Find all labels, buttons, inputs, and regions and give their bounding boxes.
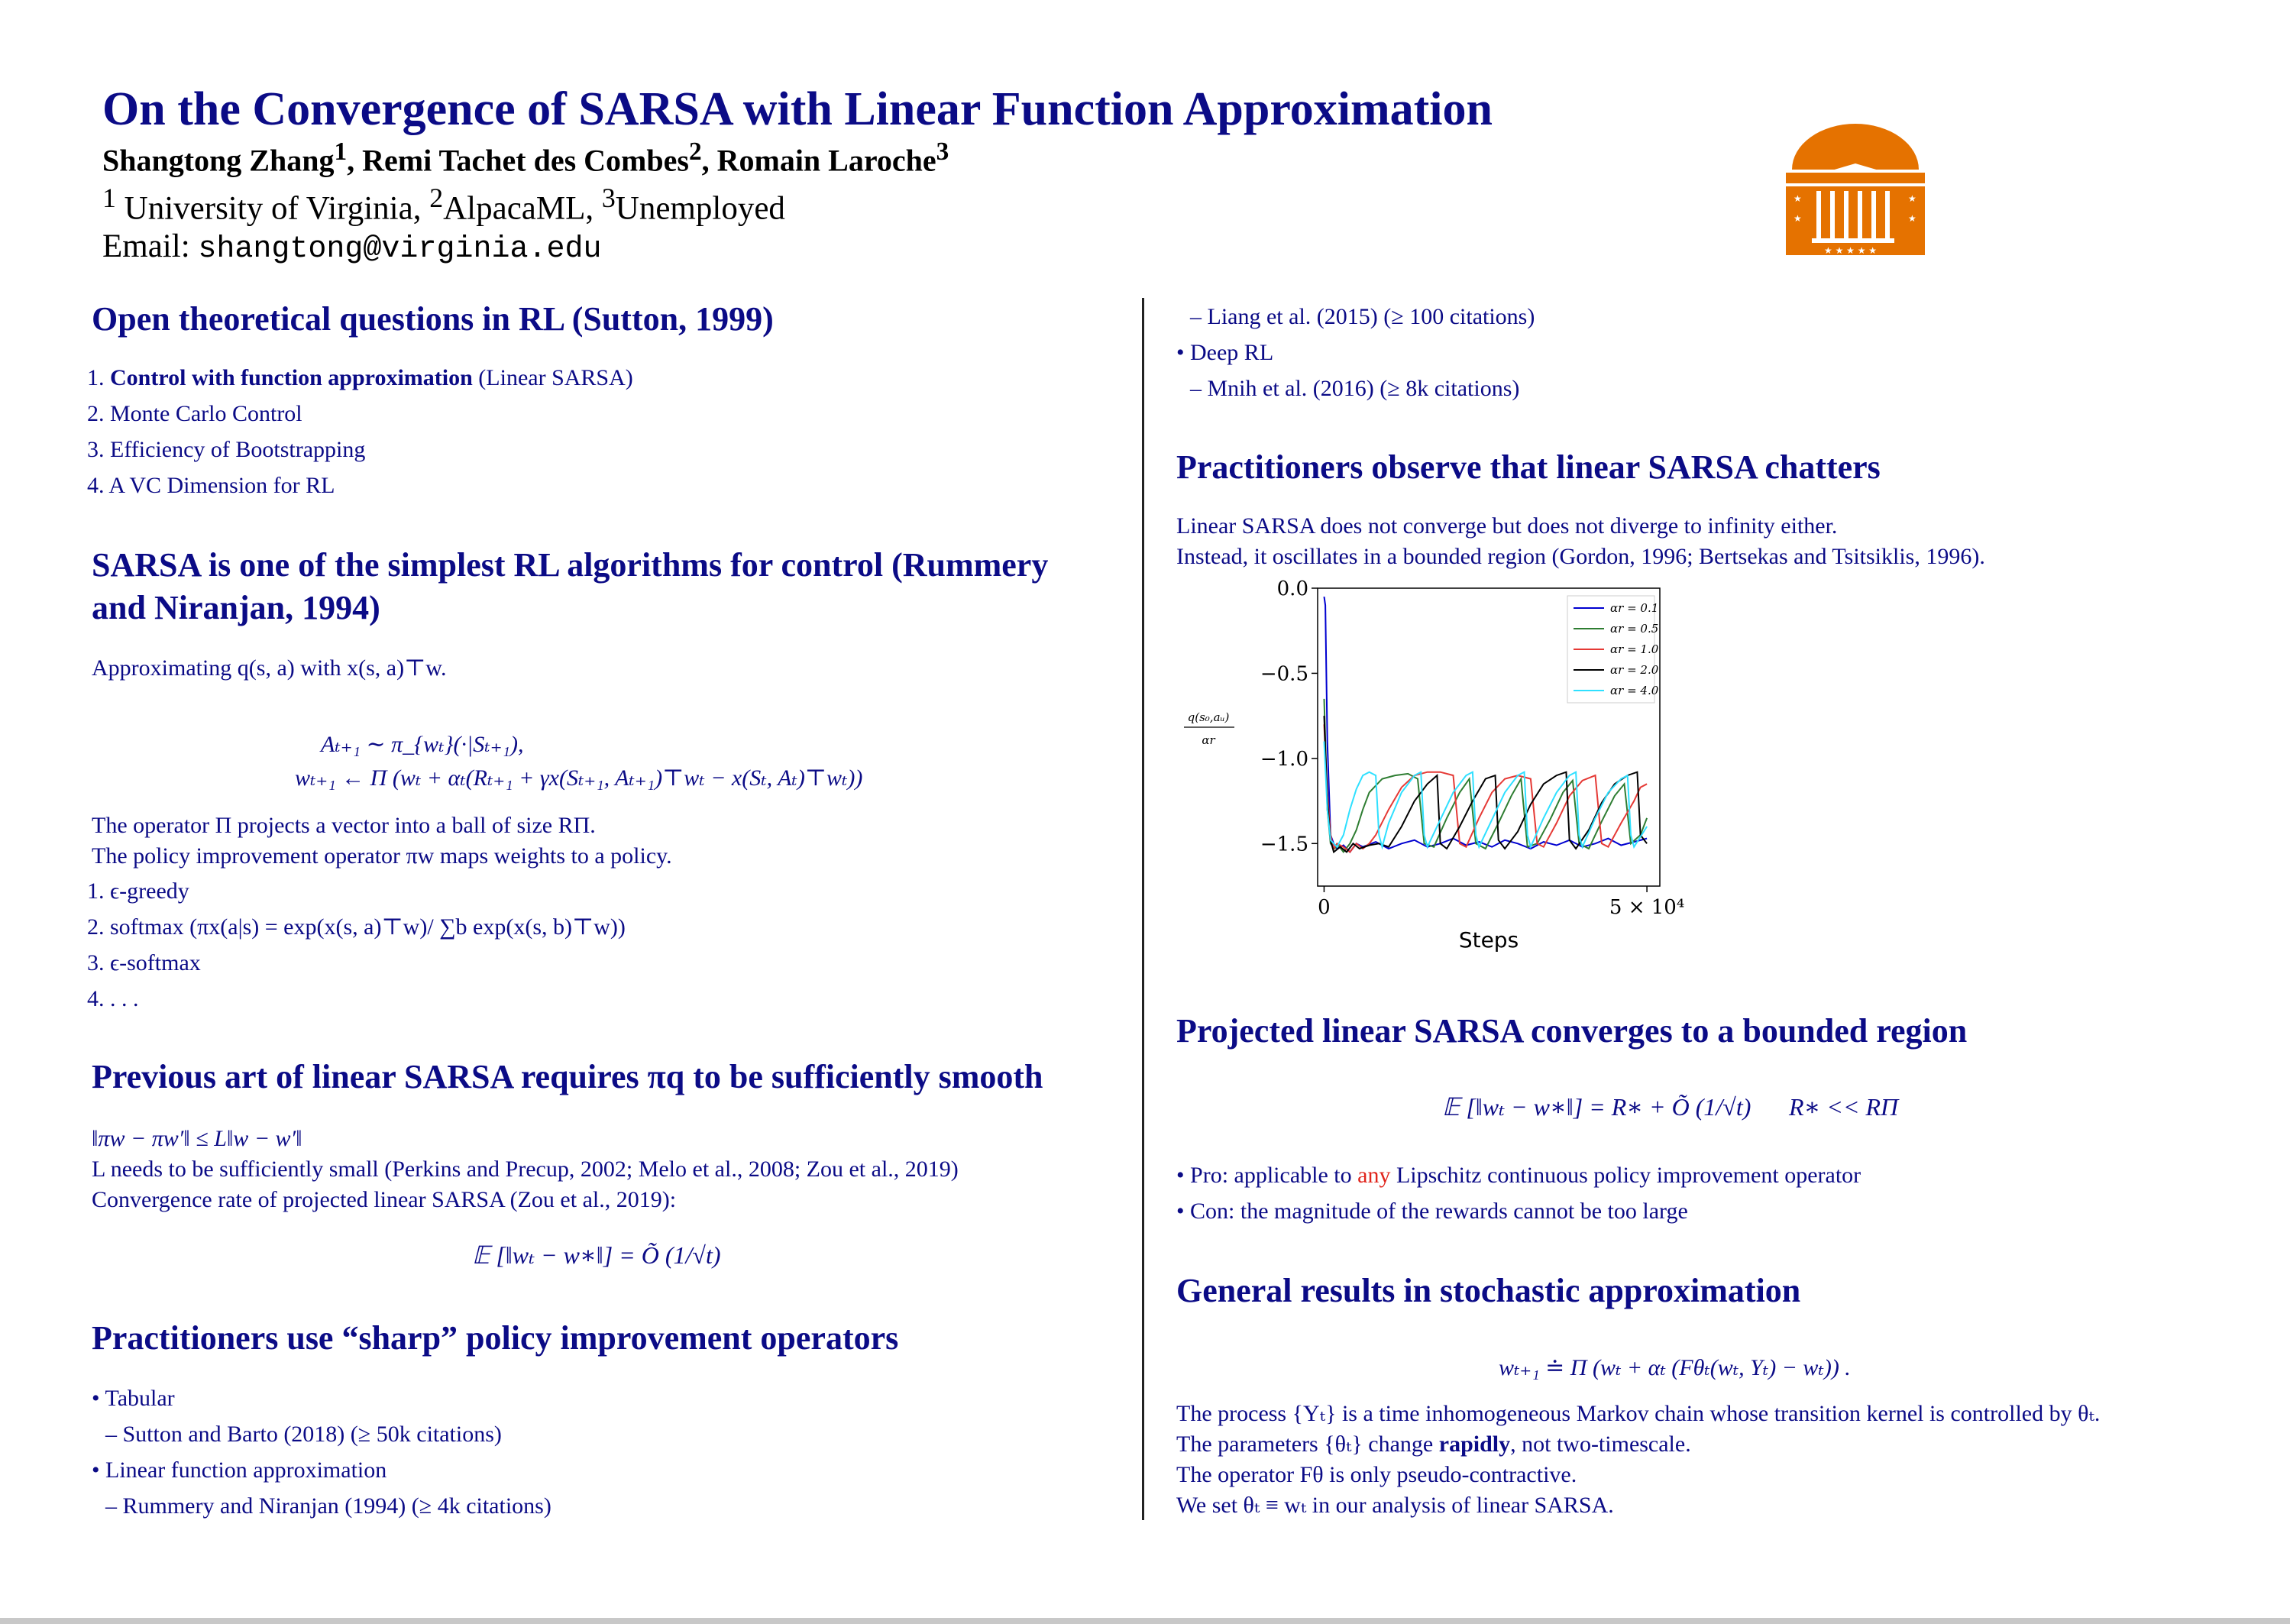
policy-operator-line: The policy improvement operator πw maps weights to a policy. (92, 843, 672, 869)
projection-line: The operator Π projects a vector into a ball of size RΠ. (92, 813, 596, 838)
list-item: – Liang et al. (2015) (≥ 100 citations) (1190, 304, 1535, 329)
bottom-scrollbar (0, 1618, 2290, 1624)
email-line: Email: shangtong@virginia.edu (102, 228, 602, 267)
list-item: 2. Monte Carlo Control (87, 401, 302, 426)
policy-operator-list (87, 877, 626, 1014)
rate-line: Convergence rate of projected linear SARSA (Zou et al., 2019): (92, 1187, 677, 1212)
affiliations: $^1$ University of Virginia, $^2$AlpacaML, $^3$Unemployed (102, 183, 785, 227)
citations-continued-list (1176, 302, 1535, 403)
list-item: 1. Control with function approximation (Linear SARSA) (87, 365, 633, 390)
legend-label: αr = 0.5 (1610, 622, 1659, 636)
chatter-line-1: Linear SARSA does not converge but does not diverge to infinity either. (1176, 513, 1838, 539)
list-item: 3. Efficiency of Bootstrapping (87, 437, 366, 462)
lipschitz-line: ‖πw − πw′‖ ≤ L‖w − w′‖ (92, 1126, 302, 1151)
section-bounded-title: Projected linear SARSA converges to a bounded region (1176, 1012, 1968, 1050)
list-item: • Deep RL (1176, 340, 1274, 365)
author-name: Romain Laroche (716, 143, 936, 178)
section-chatter-title: Practitioners observe that linear SARSA chatters (1176, 448, 1881, 486)
section-open-questions-title: Open theoretical questions in RL (Sutton, 1999) (92, 300, 774, 338)
section-sharp-operators-title: Practitioners use “sharp” policy improvement operators (92, 1319, 899, 1357)
y-tick-label: −1.0 (1260, 747, 1308, 771)
y-tick-label: 0.0 (1276, 577, 1308, 600)
list-item: • Con: the magnitude of the rewards cannot be too large (1176, 1199, 1688, 1224)
list-item: – Mnih et al. (2016) (≥ 8k citations) (1190, 376, 1520, 401)
stochastic-line-2: The parameters {θₜ} change rapidly, not two-timescale. (1176, 1432, 1691, 1457)
y-axis-label-denominator: αr (1202, 733, 1215, 747)
author-name: Shangtong Zhang (102, 143, 335, 178)
legend-label: αr = 1.0 (1610, 642, 1659, 656)
legend-label: αr = 2.0 (1610, 663, 1659, 677)
stochastic-line-4: We set θₜ ≡ wₜ in our analysis of linear SARSA. (1176, 1493, 1614, 1518)
section-stochastic-title: General results in stochastic approximation (1176, 1272, 1801, 1309)
pros-cons-list (1176, 1161, 1861, 1226)
svg-text:★ ★ ★ ★ ★: ★ ★ ★ ★ ★ (1824, 245, 1878, 256)
y-tick-label: −0.5 (1260, 662, 1308, 686)
author-name: Remi Tachet des Combes (362, 143, 689, 178)
list-item: 4. A VC Dimension for RL (87, 473, 335, 498)
y-tick-label: −1.5 (1260, 833, 1308, 856)
section-sarsa-title: SARSA is one of the simplest RL algorithms for control (Rummery and Niranjan, 1994) (92, 546, 1049, 626)
stochastic-eq: wₜ₊₁ ≐ Π (wₜ + αₜ (Fθₜ(wₜ, Yₜ) − wₜ)) . (1499, 1355, 1851, 1380)
list-item: • Pro: applicable to any Lipschitz continuous policy improvement operator (1176, 1163, 1861, 1188)
open-questions-list (87, 364, 633, 500)
x-axis-label: Steps (1458, 927, 1519, 953)
svg-text:★: ★ (1794, 193, 1802, 204)
list-item: 2. softmax (πx(a|s) = exp(x(s, a)⊤w)/ ∑b exp(x(s, b)⊤w)) (87, 914, 626, 940)
legend-label: αr = 4.0 (1610, 684, 1659, 697)
sharp-operators-list (92, 1384, 551, 1521)
convergence-rate-eq: 𝔼 [‖wₜ − w∗‖] = Õ (1/√t) (472, 1241, 721, 1269)
list-item: – Sutton and Barto (2018) (≥ 50k citations) (105, 1422, 502, 1447)
email-address[interactable]: shangtong@virginia.edu (198, 232, 602, 267)
bounded-eq: 𝔼 [‖wₜ − w∗‖] = R∗ + Õ (1/√t) (1442, 1093, 1751, 1121)
list-item: 4. . . . (87, 986, 139, 1011)
list-item: 3. ϵ-softmax (87, 950, 201, 975)
author-list: Shangtong Zhang$^1$, Remi Tachet des Combes$^2$, Romain Laroche$^3$ (102, 137, 949, 178)
column-divider (1142, 298, 1144, 1520)
stochastic-line-1: The process {Yₜ} is a time inhomogeneous Markov chain whose transition kernel is controlled by θₜ. (1176, 1401, 2101, 1426)
small-l-line: L needs to be sufficiently small (Perkins and Precup, 2002; Melo et al., 2008; Zou et al., 2019) (92, 1157, 959, 1182)
legend (1567, 596, 1659, 703)
list-item: – Rummery and Niranjan (1994) (≥ 4k citations) (105, 1493, 551, 1519)
bounded-eq-note: R∗ << RΠ (1789, 1093, 1899, 1121)
list-item: • Linear function approximation (92, 1457, 387, 1483)
university-logo-icon (1786, 122, 1925, 260)
sarsa-eq-action: Aₜ₊₁ ∼ π_{wₜ}(·|Sₜ₊₁), (321, 732, 524, 757)
legend-label: αr = 0.1 (1610, 601, 1659, 615)
poster-title: On the Convergence of SARSA with Linear Function Approximation (102, 83, 1493, 135)
stochastic-line-3: The operator Fθ is only pseudo-contractive. (1176, 1462, 1577, 1487)
x-tick-label: 5 × 10⁴ (1609, 896, 1685, 919)
chatter-line-2: Instead, it oscillates in a bounded region (Gordon, 1996; Bertsekas and Tsitsiklis, 1996). (1176, 544, 1985, 569)
sarsa-eq-update: wₜ₊₁ ← Π (wₜ + αₜ(Rₜ₊₁ + γx(Sₜ₊₁, Aₜ₊₁)⊤wₜ − x(Sₜ, Aₜ)⊤wₜ)) (295, 765, 863, 791)
svg-text:★: ★ (1908, 193, 1916, 204)
section-previous-art-title: Previous art of linear SARSA requires πq to be sufficiently smooth (92, 1058, 1043, 1095)
list-item: 1. ϵ-greedy (87, 878, 189, 904)
y-axis-label-numerator: q(s₀,aᵤ) (1187, 710, 1230, 724)
list-item: • Tabular (92, 1386, 175, 1411)
svg-text:★: ★ (1794, 213, 1802, 224)
chatter-chart (1176, 573, 1711, 970)
svg-text:★: ★ (1908, 213, 1916, 224)
approx-line: Approximating q(s, a) with x(s, a)⊤w. (92, 655, 447, 681)
x-tick-label: 0 (1318, 896, 1331, 919)
